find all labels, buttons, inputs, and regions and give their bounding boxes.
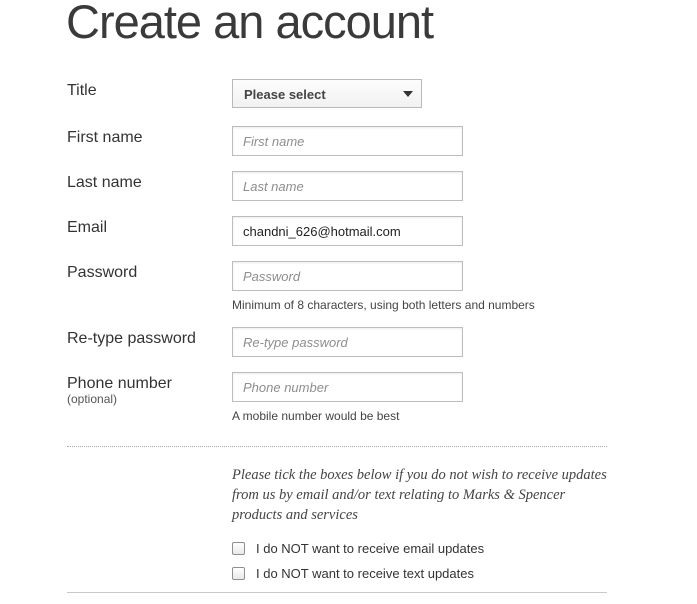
title-label: Title	[67, 82, 97, 99]
retype-password-input[interactable]	[232, 327, 463, 357]
email-input[interactable]	[232, 216, 463, 246]
marketing-consent-note: Please tick the boxes below if you do not wish to receive updates from us by email and/or text relating to Marks & Spencer products and services	[232, 467, 607, 523]
title-select[interactable]	[232, 79, 422, 108]
last-name-input[interactable]	[232, 171, 463, 201]
password-input[interactable]	[232, 261, 463, 291]
chevron-down-icon	[403, 91, 413, 97]
phone-help-text: A mobile number would be best	[232, 409, 400, 423]
last-name-label: Last name	[67, 174, 142, 191]
text-opt-out-option[interactable]	[232, 564, 474, 582]
first-name-input[interactable]	[232, 126, 463, 156]
password-help-text: Minimum of 8 characters, using both letters and numbers	[232, 298, 535, 312]
email-opt-out-checkbox[interactable]	[232, 542, 245, 555]
password-label: Password	[67, 264, 138, 281]
first-name-label: First name	[67, 129, 143, 146]
phone-input[interactable]	[232, 372, 463, 402]
phone-optional-label: (optional)	[67, 392, 118, 406]
retype-password-label: Re-type password	[67, 330, 196, 347]
email-label: Email	[67, 219, 108, 236]
page-title: Create an account	[66, 0, 434, 48]
bottom-divider	[67, 592, 607, 593]
email-opt-out-option[interactable]	[232, 539, 484, 557]
phone-label: Phone number	[67, 375, 172, 392]
text-opt-out-checkbox[interactable]	[232, 567, 245, 580]
title-select-value: Please select	[244, 87, 326, 102]
email-opt-out-label: I do NOT want to receive email updates	[256, 540, 485, 556]
section-divider	[67, 446, 607, 447]
text-opt-out-label: I do NOT want to receive text updates	[256, 565, 474, 581]
